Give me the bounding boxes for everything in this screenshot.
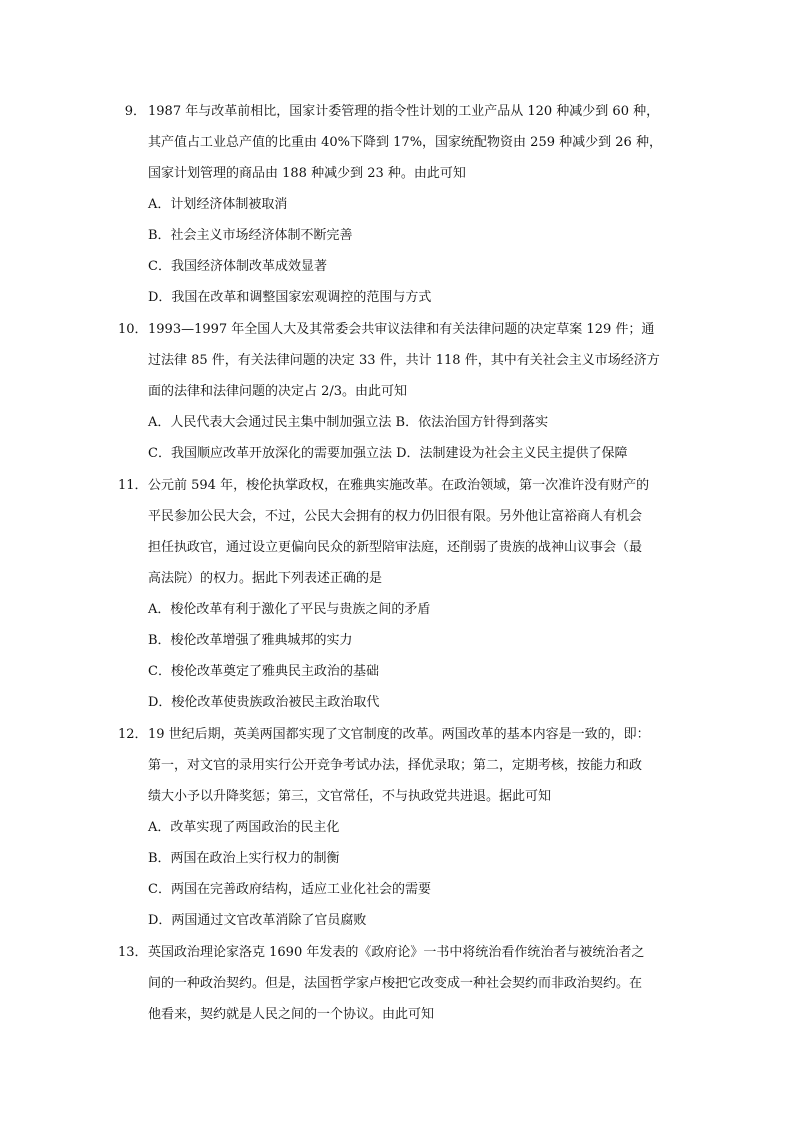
question-stem-text: 1987 年与改革前相比，国家计委管理的指令性计划的工业产品从 120 种减少到 60 种， bbox=[148, 104, 660, 119]
option-text: A．梭伦改革有利于激化了平民与贵族之间的矛盾 bbox=[148, 602, 431, 617]
question-stem-line bbox=[118, 314, 678, 345]
question-stem-text: 19 世纪后期，英美两国都实现了文官制度的改革。两国改革的基本内容是一致的，即： bbox=[148, 727, 650, 742]
question-stem-line bbox=[118, 999, 678, 1030]
option-d bbox=[118, 282, 678, 313]
option-text: B．社会主义市场经济体制不断完善 bbox=[148, 228, 353, 243]
option-c bbox=[118, 251, 678, 282]
question-number: 12． bbox=[118, 727, 148, 742]
option-c bbox=[118, 656, 678, 687]
option-pair-text: C．我国顺应改革开放深化的需要加强立法 D．法制建设为社会主义民主提供了保障 bbox=[148, 446, 628, 461]
question-stem-line bbox=[118, 158, 678, 189]
question-stem-line bbox=[118, 750, 678, 781]
question-stem-text: 平民参加公民大会，不过，公民大会拥有的权力仍旧很有限。另外他让富裕商人有机会 bbox=[148, 509, 643, 524]
question-number: 10． bbox=[118, 322, 148, 337]
question-number: 13． bbox=[118, 945, 148, 960]
option-a bbox=[118, 594, 678, 625]
question-stem-text: 英国政治理论家洛克 1690 年发表的《政府论》一书中将统治看作统治者与被统治者之 bbox=[148, 945, 645, 960]
option-b bbox=[118, 843, 678, 874]
question-10 bbox=[118, 314, 678, 469]
option-text: B．两国在政治上实行权力的制衡 bbox=[148, 851, 340, 866]
question-stem-text: 高法院）的权力。据此下列表述正确的是 bbox=[148, 571, 383, 586]
question-stem-line bbox=[118, 127, 678, 158]
question-stem-text: 第一，对文官的录用实行公开竞争考试办法，择优录取；第二，定期考核，按能力和政 bbox=[148, 758, 643, 773]
question-number: 9． bbox=[124, 104, 146, 119]
question-stem-text: 面的法律和法律问题的决定占 2/3。由此可知 bbox=[148, 384, 408, 399]
option-pair-cd bbox=[118, 438, 678, 469]
option-text: D．两国通过文官改革消除了官员腐败 bbox=[148, 913, 367, 928]
option-d bbox=[118, 687, 678, 718]
question-stem-text: 绩大小予以升降奖惩；第三，文官常任，不与执政党共进退。据此可知 bbox=[148, 789, 552, 804]
question-number: 11． bbox=[118, 478, 148, 493]
option-text: B．梭伦改革增强了雅典城邦的实力 bbox=[148, 633, 353, 648]
option-text: D．梭伦改革使贵族政治被民主政治取代 bbox=[148, 695, 380, 710]
option-b bbox=[118, 625, 678, 656]
question-stem-line bbox=[118, 532, 678, 563]
question-stem-text: 间的一种政治契约。但是，法国哲学家卢梭把它改变成一种社会契约而非政治契约。在 bbox=[148, 976, 643, 991]
option-text: C．梭伦改革奠定了雅典民主政治的基础 bbox=[148, 664, 379, 679]
option-text: A．计划经济体制被取消 bbox=[148, 197, 288, 212]
option-c bbox=[118, 874, 678, 905]
option-text: A．改革实现了两国政治的民主化 bbox=[148, 820, 340, 835]
question-stem-text: 他看来，契约就是人民之间的一个协议。由此可知 bbox=[148, 1007, 435, 1022]
option-b bbox=[118, 220, 678, 251]
question-13 bbox=[118, 937, 678, 1030]
question-stem-text: 过法律 85 件，有关法律问题的决定 33 件，共计 118 件，其中有关社会主义市场经济方 bbox=[148, 353, 660, 368]
question-stem-line bbox=[118, 563, 678, 594]
option-a bbox=[118, 812, 678, 843]
question-stem-text: 国家计划管理的商品由 188 种减少到 23 种。由此可知 bbox=[148, 166, 466, 181]
question-stem-line bbox=[118, 937, 678, 968]
question-stem-line bbox=[118, 470, 678, 501]
question-11 bbox=[118, 470, 678, 718]
question-stem-line bbox=[118, 968, 678, 999]
option-text: C．两国在完善政府结构，适应工业化社会的需要 bbox=[148, 882, 431, 897]
option-pair-text: A．人民代表大会通过民主集中制加强立法 B．依法治国方针得到落实 bbox=[148, 415, 549, 430]
option-d bbox=[118, 905, 678, 936]
option-text: D．我国在改革和调整国家宏观调控的范围与方式 bbox=[148, 290, 432, 305]
question-stem-line bbox=[118, 345, 678, 376]
question-stem-text: 其产值占工业总产值的比重由 40%下降到 17%，国家统配物资由 259 种减少到 26 种， bbox=[148, 135, 662, 150]
question-stem-text: 公元前 594 年，梭伦执掌政权，在雅典实施改革。在政治领域，第一次准许没有财产的 bbox=[148, 478, 650, 493]
question-stem-line bbox=[118, 719, 678, 750]
option-pair-ab bbox=[118, 407, 678, 438]
option-text: C．我国经济体制改革成效显著 bbox=[148, 259, 327, 274]
question-12 bbox=[118, 719, 678, 936]
question-stem-line bbox=[118, 501, 678, 532]
question-stem-line bbox=[118, 781, 678, 812]
question-stem-line bbox=[118, 96, 678, 127]
question-stem-line bbox=[118, 376, 678, 407]
question-9 bbox=[118, 96, 678, 313]
question-stem-text: 1993—1997 年全国人大及其常委会共审议法律和有关法律问题的决定草案 129 件；通 bbox=[148, 322, 655, 337]
option-a bbox=[118, 189, 678, 220]
question-stem-text: 担任执政官，通过设立更偏向民众的新型陪审法庭，还削弱了贵族的战神山议事会（最 bbox=[148, 540, 643, 555]
